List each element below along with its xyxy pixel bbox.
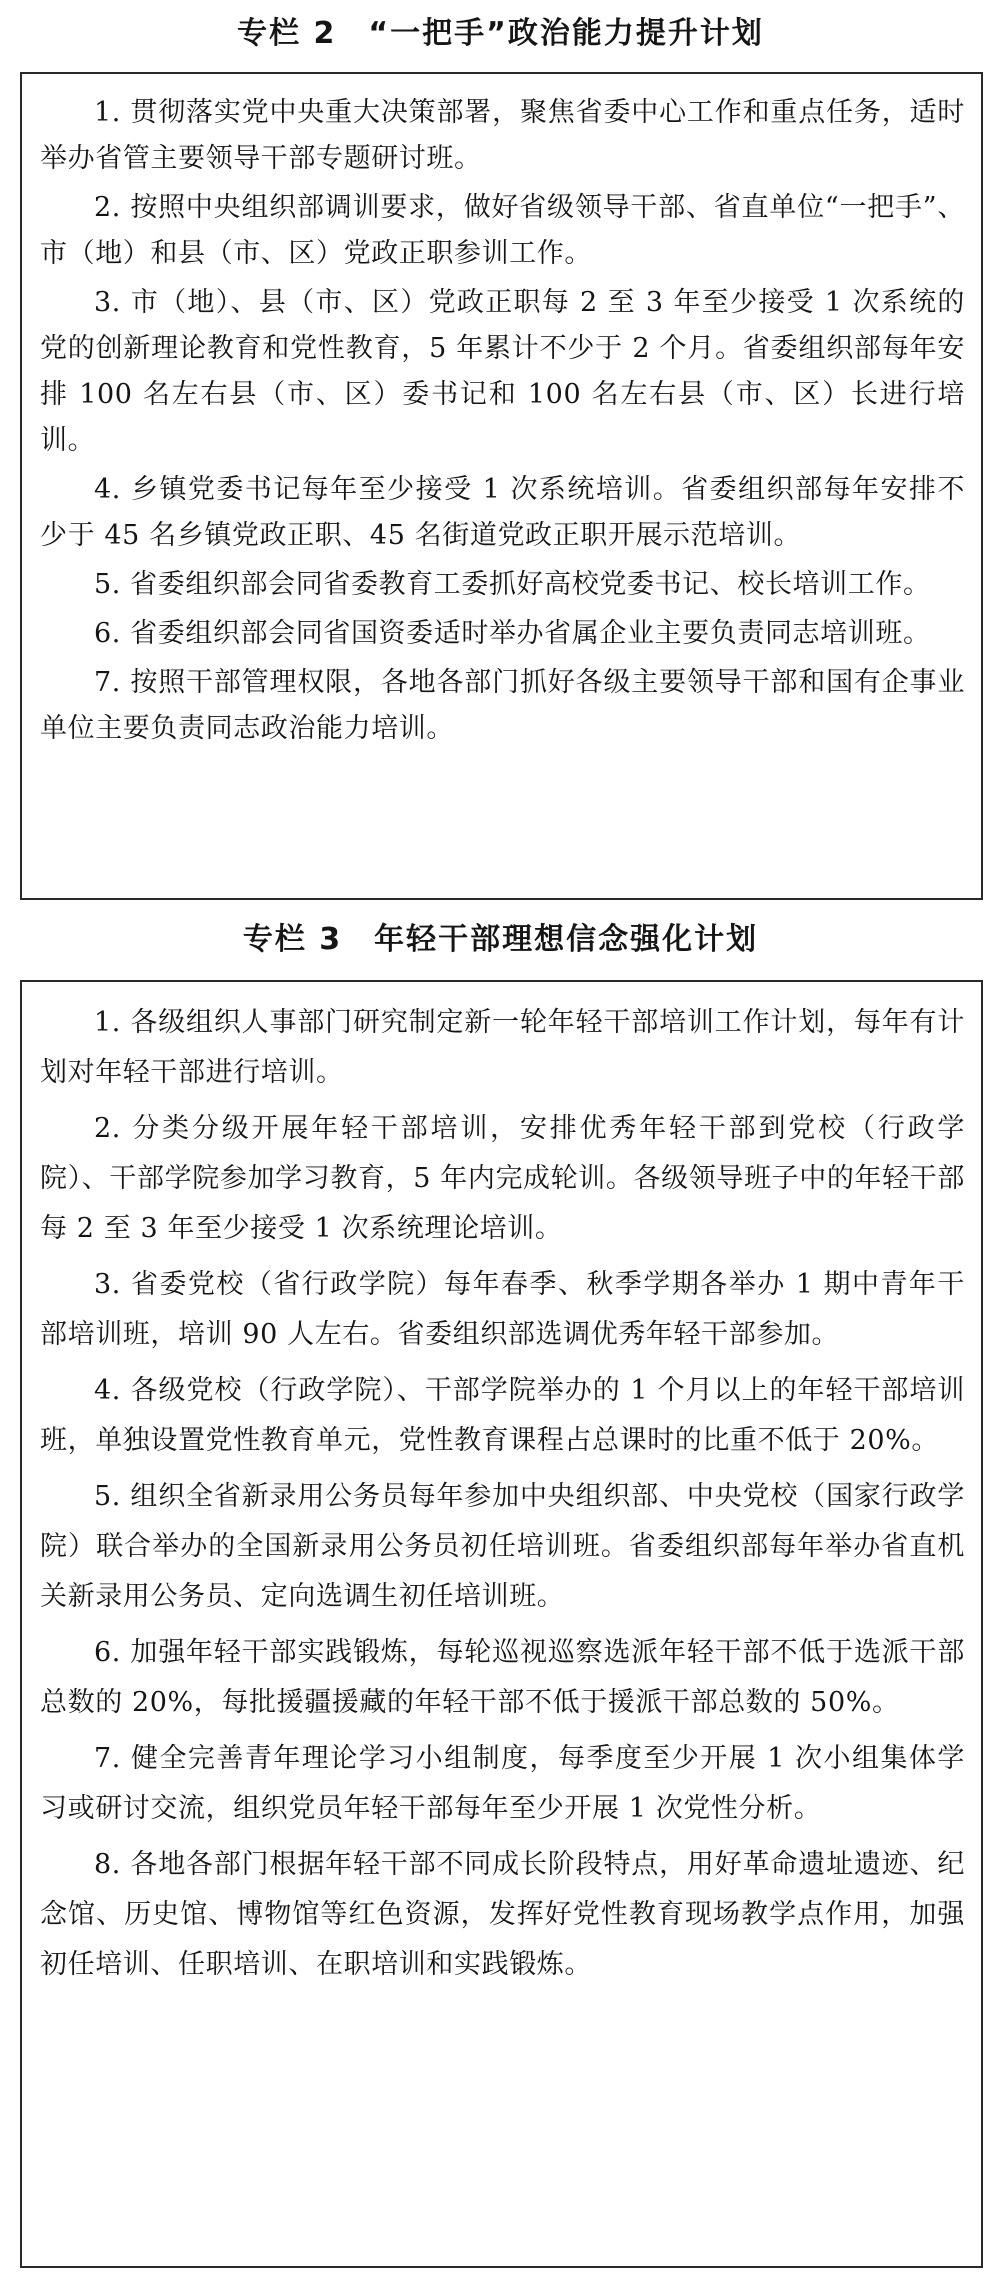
panel3-title: 专栏 3 年轻干部理想信念强化计划 [242, 922, 759, 957]
panel2-box [20, 72, 983, 900]
panel3-item-1: 1. 各级组织人事部门研究制定新一轮年轻干部培训工作计划，每年有计划对年轻干部进行培训。 [40, 1007, 965, 1088]
panel2-item-5: 5. 省委组织部会同省委教育工委抓好高校党委书记、校长培训工作。 [94, 569, 931, 600]
panel3-item-4: 4. 各级党校（行政学院）、干部学院举办的 1 个月以上的年轻干部培训班，单独设置党性教育单元，党性教育课程占总课时的比重不低于 20%。 [40, 1375, 965, 1456]
panel3-item-3: 3. 省委党校（省行政学院）每年春季、秋季学期各举办 1 期中青年干部培训班，培训 90 人左右。省委组织部选调优秀年轻干部参加。 [40, 1269, 965, 1350]
panel3-item-5: 5. 组织全省新录用公务员每年参加中央组织部、中央党校（国家行政学院）联合举办的全国新录用公务员初任培训班。省委组织部每年举办省直机关新录用公务员、定向选调生初任培训班。 [40, 1481, 965, 1612]
panel3-item-6: 6. 加强年轻干部实践锻炼，每轮巡视巡察选派年轻干部不低于选派干部总数的 20%，每批援疆援藏的年轻干部不低于援派干部总数的 50%。 [40, 1637, 965, 1718]
panel2-item-6: 6. 省委组织部会同省国资委适时举办省属企业主要负责同志培训班。 [94, 618, 931, 649]
panel2-item-7: 7. 按照干部管理权限，各地各部门抓好各级主要领导干部和国有企事业单位主要负责同志政治能力培训。 [40, 667, 965, 744]
panel3-box [20, 980, 983, 2268]
panel2-item-1: 1. 贯彻落实党中央重大决策部署，聚焦省委中心工作和重点任务，适时举办省管主要领导干部专题研讨班。 [40, 97, 965, 174]
panel3-item-2: 2. 分类分级开展年轻干部培训，安排优秀年轻干部到党校（行政学院）、干部学院参加学习教育，5 年内完成轮训。各级领导班子中的年轻干部每 2 至 3 年至少接受 1 次系统理论培训。 [40, 1113, 965, 1244]
panel3-item-8: 8. 各地各部门根据年轻干部不同成长阶段特点，用好革命遗址遗迹、纪念馆、历史馆、博物馆等红色资源，发挥好党性教育现场教学点作用，加强初任培训、任职培训、在职培训和实践锻炼。 [40, 1849, 965, 1980]
panel2-item-4: 4. 乡镇党委书记每年至少接受 1 次系统培训。省委组织部每年安排不少于 45 名乡镇党政正职、45 名街道党政正职开展示范培训。 [40, 474, 965, 551]
panel2-item-3: 3. 市（地）、县（市、区）党政正职每 2 至 3 年至少接受 1 次系统的党的创新理论教育和党性教育，5 年累计不少于 2 个月。省委组织部每年安排 100 名左右县（市、区）委书记和 100 名左右县（市、区）长进行培训。 [40, 287, 965, 456]
panel2-item-2: 2. 按照中央组织部调训要求，做好省级领导干部、省直单位“一把手”、市（地）和县（市、区）党政正职参训工作。 [40, 192, 965, 269]
panel3-item-7: 7. 健全完善青年理论学习小组制度，每季度至少开展 1 次小组集体学习或研讨交流，组织党员年轻干部每年至少开展 1 次党性分析。 [40, 1743, 965, 1824]
panel2-title: 专栏 2 “一把手”政治能力提升计划 [237, 16, 764, 51]
